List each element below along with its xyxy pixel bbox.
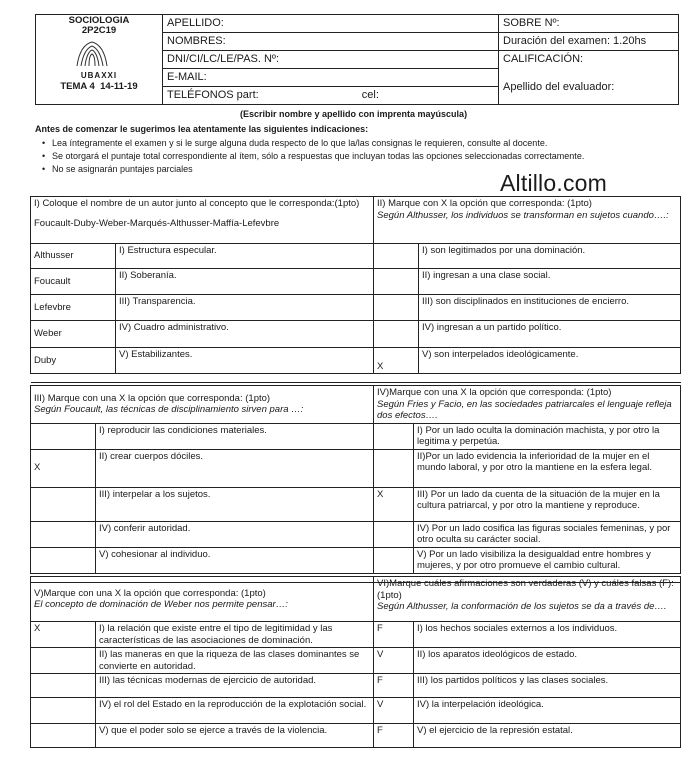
q1-answer[interactable]: Foucault	[31, 269, 116, 295]
q2-mark[interactable]	[374, 269, 419, 295]
q2-subtitle: Según Althusser, los individuos se transforman en sujetos cuando….:	[377, 209, 669, 221]
q2-option: III) son disciplinados en instituciones de encierro.	[419, 295, 681, 321]
q5-header	[31, 577, 374, 622]
watermark-text: Altillo.com	[500, 170, 608, 196]
q5-mark[interactable]	[31, 674, 96, 698]
q2-title: II) Marque con X la opción que corresponda: (1pto)	[377, 198, 592, 209]
q3-option: V) cohesionar al individuo.	[96, 547, 374, 573]
q3-title: III) Marque con una X la opción que corresponda: (1pto)	[34, 392, 271, 404]
q2-header	[374, 197, 681, 244]
q3-mark[interactable]: X	[31, 449, 96, 487]
instruction-item: • No se asignarán puntajes parciales	[42, 163, 584, 176]
nombres-field[interactable]: NOMBRES:	[163, 33, 499, 51]
q5-option: II) las maneras en que la riqueza de las clases dominantes se convierte en autoridad.	[96, 648, 374, 674]
q6-option: II) los aparatos ideológicos de estado.	[414, 648, 681, 674]
q4-mark[interactable]	[374, 547, 414, 573]
q3-option: I) reproducir las condiciones materiales.	[96, 423, 374, 449]
section-q5-q6	[30, 576, 681, 748]
evaluador-label: Apellido del evaluador:	[503, 81, 615, 93]
calificacion-label: CALIFICACIÓN:	[503, 53, 584, 65]
q6-mark[interactable]: F	[374, 674, 414, 698]
q4-mark[interactable]	[374, 449, 414, 487]
q2-option: IV) ingresan a un partido político.	[419, 321, 681, 348]
q1-answer[interactable]: Lefevbre	[31, 295, 116, 321]
instructions-title: Antes de comenzar le sugerimos lea atentamente las siguientes indicaciones:	[35, 124, 369, 134]
section-q1-q2	[30, 196, 681, 383]
instruction-item: • Lea íntegramente el examen y si le surge alguna duda respecto de lo que la/las consignas le requieren, consulte al docente.	[42, 137, 584, 150]
q6-mark[interactable]: F	[374, 622, 414, 648]
q2-mark[interactable]	[374, 295, 419, 321]
section-q3-q4	[30, 385, 681, 583]
q1-concept: IV) Cuadro administrativo.	[116, 321, 374, 348]
q5-option: IV) el rol del Estado en la reproducción de la explotación social.	[96, 698, 374, 724]
q3-mark[interactable]	[31, 547, 96, 573]
calificacion-field[interactable]	[499, 51, 679, 105]
q4-subtitle: Según Fries y Facio, en las sociedades patriarcales el lenguaje refleja dos efectos….	[377, 398, 672, 421]
q3-option: II) crear cuerpos dóciles.	[96, 449, 374, 487]
q5-title: V)Marque con una X la opción que corresponda: (1pto)	[34, 587, 266, 599]
dni-field[interactable]: DNI/CI/LC/LE/PAS. Nº:	[163, 51, 499, 69]
q4-title: IV)Marque con una X la opción que corresponda: (1pto)	[377, 387, 612, 398]
q3-option: III) interpelar a los sujetos.	[96, 487, 374, 521]
q1-answer[interactable]: Duby	[31, 348, 116, 374]
q4-option: I) Por un lado oculta la dominación machista, y por otro la legitima y perpetúa.	[414, 423, 681, 449]
q5-option: V) que el poder solo se ejerce a través de la violencia.	[96, 724, 374, 748]
q4-option: III) Por un lado da cuenta de la situación de la mujer en la cultura patriarcal, y por otro la mantiene y reproduce.	[414, 487, 681, 521]
q6-option: I) los hechos sociales externos a los individuos.	[414, 622, 681, 648]
telefonos-label: TELÉFONOS part:	[167, 89, 259, 101]
q6-option: V) el ejercicio de la represión estatal.	[414, 724, 681, 748]
q6-header	[374, 577, 681, 622]
q2-option: V) son interpelados ideológicamente.	[419, 348, 681, 374]
exam-topic-date	[40, 82, 158, 92]
exam-date: 14-11-19	[100, 81, 138, 92]
q5-mark[interactable]	[31, 724, 96, 748]
ubaxxi-logo-icon	[74, 40, 110, 68]
sobre-field[interactable]: SOBRE Nº:	[499, 15, 679, 33]
apellido-field[interactable]: APELLIDO:	[163, 15, 499, 33]
q1-concept: I) Estructura especular.	[116, 244, 374, 269]
q1-title: I) Coloque el nombre de un autor junto al concepto que le corresponda:(1pto)	[34, 198, 360, 209]
q4-option: II)Por un lado evidencia la inferioridad de la mujer en el mundo laboral, y por otro la mantiene en la esfera legal.	[414, 449, 681, 487]
q6-mark[interactable]: F	[374, 724, 414, 748]
q2-mark[interactable]: X	[374, 348, 419, 374]
q5-mark[interactable]: X	[31, 622, 96, 648]
q4-mark[interactable]: X	[374, 487, 414, 521]
q4-header	[374, 386, 681, 424]
q3-mark[interactable]	[31, 487, 96, 521]
q1-answer[interactable]: Althusser	[31, 244, 116, 269]
q2-option: I) son legitimados por una dominación.	[419, 244, 681, 269]
q6-subtitle: Según Althusser, la conformación de los sujetos se da a través de….	[377, 601, 667, 612]
institution-name: SOCIOLOGIA	[68, 15, 130, 26]
q1-concept: II) Soberanía.	[116, 269, 374, 295]
q1-concept: V) Estabilizantes.	[116, 348, 374, 374]
telefonos-field[interactable]	[163, 87, 499, 105]
instruction-item: • Se otorgará el puntaje total correspondiente al ítem, sólo a respuestas que incluyan todas las opciones seleccionadas correctamente.	[42, 150, 584, 163]
q4-mark[interactable]	[374, 521, 414, 547]
student-info-header	[35, 14, 679, 105]
q5-option: III) las técnicas modernas de ejercicio de autoridad.	[96, 674, 374, 698]
q6-mark[interactable]: V	[374, 648, 414, 674]
q3-mark[interactable]	[31, 521, 96, 547]
print-instruction-note: (Escribir nombre y apellido con imprenta mayúscula)	[240, 109, 468, 119]
logo-text: UBAXXI	[80, 71, 118, 80]
q3-option: IV) conferir autoridad.	[96, 521, 374, 547]
q2-mark[interactable]	[374, 321, 419, 348]
q5-subtitle: El concepto de dominación de Weber nos permite pensar…:	[34, 599, 288, 610]
q4-mark[interactable]	[374, 423, 414, 449]
q1-answer[interactable]: Weber	[31, 321, 116, 348]
cel-label: cel:	[361, 89, 379, 101]
q3-subtitle: Según Foucault, las técnicas de disciplinamiento sirven para …:	[34, 404, 304, 416]
q1-authors: Foucault-Duby-Weber-Marqués-Althusser-Maffía-Lefevbre	[34, 217, 280, 229]
q3-header	[31, 386, 374, 424]
exam-label: TEMA 4	[60, 81, 95, 92]
q1-concept: III) Transparencia.	[116, 295, 374, 321]
q6-option: III) los partidos políticos y las clases sociales.	[414, 674, 681, 698]
q5-mark[interactable]	[31, 698, 96, 724]
q2-option: II) ingresan a una clase social.	[419, 269, 681, 295]
q5-mark[interactable]	[31, 648, 96, 674]
q4-option: V) Por un lado visibiliza la desigualdad entre hombres y mujeres, y por otro promueve el cambio cultural.	[414, 547, 681, 573]
q6-mark[interactable]: V	[374, 698, 414, 724]
q6-title: VI)Marque cuáles afirmaciones son verdaderas (V) y cuáles falsas (F):(1pto)	[377, 578, 674, 601]
q1-header	[31, 197, 374, 244]
q3-mark[interactable]	[31, 423, 96, 449]
duracion-label: Duración del examen: 1.20hs	[499, 33, 679, 51]
q2-mark[interactable]	[374, 244, 419, 269]
logo-block	[36, 15, 163, 105]
q4-option: IV) Por un lado cosifica las figuras sociales femeninas, y por otro oculta su carácter social.	[414, 521, 681, 547]
course-code: 2P2C19	[81, 25, 117, 36]
email-field[interactable]: E-MAIL:	[163, 69, 499, 87]
q6-option: IV) la interpelación ideológica.	[414, 698, 681, 724]
q5-option: I) la relación que existe entre el tipo de legitimidad y las características de las asociaciones de dominación.	[96, 622, 374, 648]
